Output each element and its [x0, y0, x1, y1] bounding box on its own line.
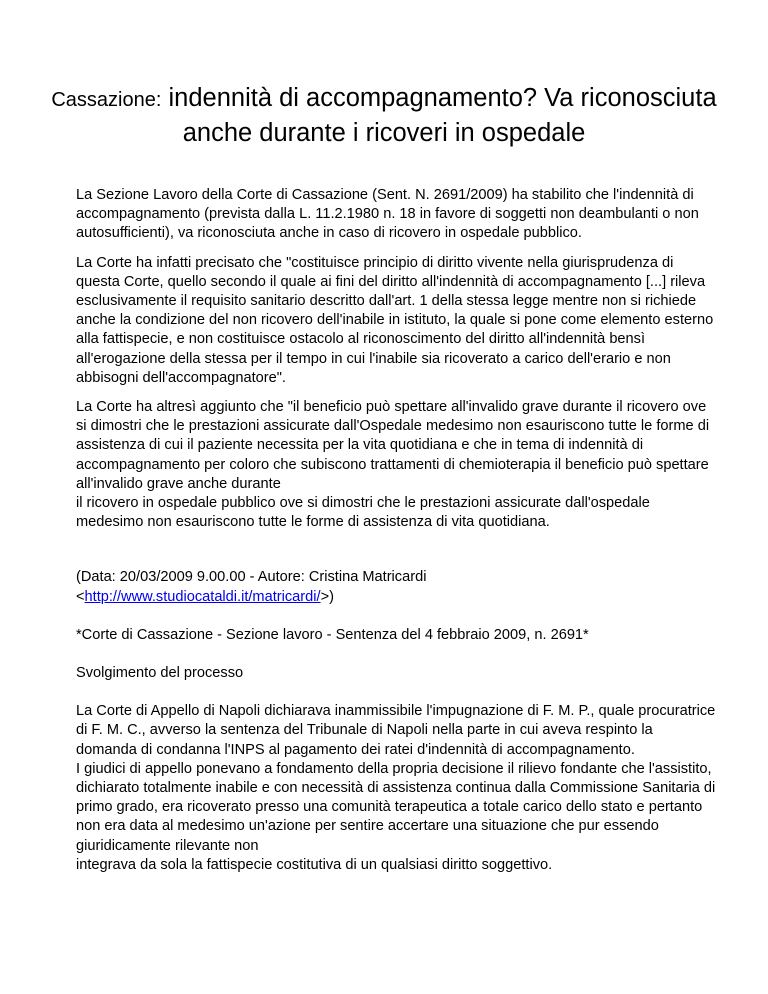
paragraph-proceedings-part3: integrava da sola la fattispecie costitutiva di un qualsiasi diritto soggettivo.: [76, 856, 553, 873]
page-title: [40, 82, 728, 150]
article-meta: [76, 568, 716, 606]
meta-link-open: <: [76, 588, 85, 605]
paragraph-proceedings-part1: La Corte di Appello di Napoli dichiarava inammissibile l'impugnazione di F. M. P., quale procuratrice di F. M. C., avverso la sentenza del Tribunale di Napoli nella parte in cui aveva respinto la domanda di condanna l'INPS al pagamento dei ratei d'indennità di accompagnamento.: [76, 703, 716, 758]
article-body: [76, 186, 716, 875]
author-link[interactable]: http://www.studiocataldi.it/matricardi/: [84, 588, 321, 605]
paragraph-quote-benefit-part2: il ricovero in ospedale pubblico ove si dimostri che le prestazioni assicurate dall'ospedale medesimo non esauriscono tutte le forme di assistenza di vita quotidiana.: [76, 495, 650, 531]
meta-link-close: >): [320, 588, 334, 605]
paragraph-intro: La Sezione Lavoro della Corte di Cassazione (Sent. N. 2691/2009) ha stabilito che l'indennità di accompagnamento (prevista dalla L. 11.2.1980 n. 18 in favore di soggetti non deambulanti o non autosufficienti), va riconosciuta anche in caso di ricovero in ospedale pubblico.: [76, 187, 699, 242]
paragraph-quote-benefit-part1: La Corte ha altresì aggiunto che "il beneficio può spettare all'invalido grave durante il ricovero ove si dimostri che le prestazioni assicurate dall'Ospedale medesimo non esauriscono tutte le forme di assistenza di cui il paziente necessita per la vita quotidiana e che in tema di indennità di accompagnamento per coloro che subiscono trattamenti di chemioterapia il beneficio può spettare all'invalido grave anche durante: [76, 399, 710, 492]
meta-date-author: (Data: 20/03/2009 9.00.00 - Autore: Cristina Matricardi: [76, 569, 427, 586]
paragraph-quote-benefit: [76, 398, 716, 532]
title-main: indennità di accompagnamento? Va riconosciuta anche durante i ricoveri in ospedale: [168, 84, 717, 147]
title-prefix: Cassazione:: [51, 89, 162, 111]
section-heading: Svolgimento del processo: [76, 665, 244, 682]
paragraph-proceedings-part2: I giudici di appello ponevano a fondamento della propria decisione il rilievo fondante che l'assistito, dichiarato totalmente inabile e con necessità di assistenza continua dalla Commissione Sanitaria di primo grado, era ricoverato presso una comunità terapeutica a totale carico dello stato e pertanto non era data al medesimo un'azione per sentire accertare una situazione che pur essendo giuridicamente rilevante non: [76, 760, 716, 854]
paragraph-proceedings: [76, 702, 716, 875]
paragraph-quote-principle: La Corte ha infatti precisato che "costituisce principio di diritto vivente nella giurisprudenza di questa Corte, quello secondo il quale ai fini del diritto all'indennità di accompagnamento [...] rileva esclusivamente il requisito sanitario descritto dall'art. 1 della stessa legge mentre non si richiede anche la condizione del non ricovero dell'inabile in istituto, la quale si pone come elemento esterno alla fattispecie, e non costituisce ostacolo al riconoscimento del diritto all'indennità bensì all'erogazione della stessa per il tempo in cui l'inabile sia ricoverato a carico dell'erario e non abbisogni dell'accompagnatore".: [76, 254, 714, 386]
sentence-header: *Corte di Cassazione - Sezione lavoro - Sentenza del 4 febbraio 2009, n. 2691*: [76, 626, 589, 643]
